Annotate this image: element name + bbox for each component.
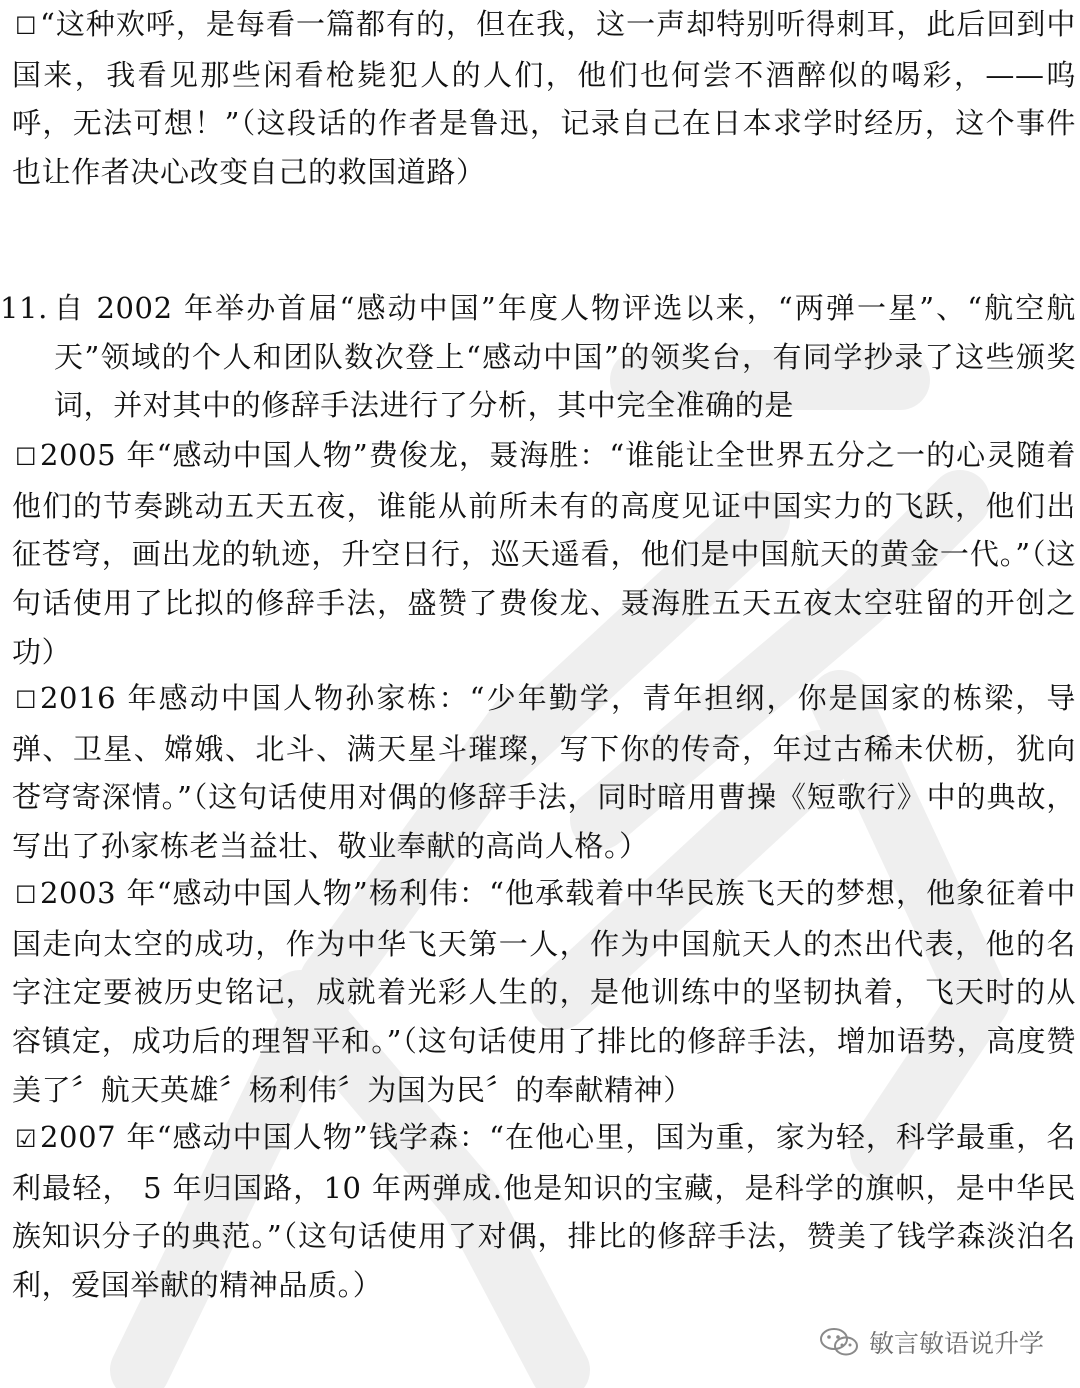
option-text: 2016 年感动中国人物孙家栋：“少年勤学，青年担纲，你是国家的栋梁，导弹、卫星、嫦娥、北斗、满天星斗璀璨，写下你的传奇，年过古稀未伏枥，犹向苍穹寄深情。”（这句话使用对偶的修辞手法，同时暗用曹操《短歌行》中的典故，写出了孙家栋老当益壮、敬业奉献的高尚人格。） (12, 681, 1076, 864)
account-footer (819, 1322, 1044, 1362)
question-number: 11. (0, 291, 48, 325)
option-3 (12, 869, 1076, 1115)
checkbox-unchecked-icon[interactable]: ☐ (14, 881, 38, 909)
question-11 (0, 284, 1076, 430)
option-2 (12, 674, 1076, 871)
option-1 (12, 431, 1076, 677)
checkbox-checked-icon[interactable]: ☑ (14, 1125, 38, 1153)
option-text: 2005 年“感动中国人物”费俊龙，聂海胜：“谁能让全世界五分之一的心灵随着他们的节奏跳动五天五夜，谁能从前所未有的高度见证中国实力的飞跃，他们出征苍穹，画出龙的轨迹，升空日行，巡天遥看，他们是中国航天的黄金一代。”（这句话使用了比拟的修辞手法，盛赞了费俊龙、聂海胜五天五夜太空驻留的开创之功） (12, 438, 1076, 669)
question-stem: 自 2002 年举办首届“感动中国”年度人物评选以来，“两弹一星”、“航空航天”领域的个人和团队数次登上“感动中国”的领奖台，有同学抄录了这些颁奖词，并对其中的修辞手法进行了分析，其中完全准确的是 (54, 291, 1076, 423)
wechat-icon (819, 1326, 859, 1358)
intro-option (12, 0, 1076, 197)
option-text: 2007 年“感动中国人物”钱学森：“在他心里，国为重，家为轻，科学最重，名利最轻， 5 年归国路，10 年两弹成.他是知识的宝藏，是科学的旗帜，是中华民族知识分子的典范。”（这句话使用了对偶，排比的修辞手法，赞美了钱学森淡泊名利，爱国举献的精神品质。） (12, 1120, 1076, 1303)
checkbox-unchecked-icon[interactable]: ☐ (14, 12, 38, 40)
account-name: 敏言敏语说升学 (868, 1329, 1044, 1358)
intro-text: “这种欢呼，是每看一篇都有的，但在我，这一声却特别听得刺耳，此后回到中国来，我看见那些闲看枪毙犯人的人们，他们也何尝不酒醉似的喝彩，——呜呼，无法可想！”（这段话的作者是鲁迅，记录自己在日本求学时经历，这个事件也让作者决心改变自己的救国道路） (12, 7, 1076, 190)
option-text: 2003 年“感动中国人物”杨利伟：“他承载着中华民族飞天的梦想，他象征着中国走向太空的成功，作为中华飞天第一人，作为中国航天人的杰出代表，他的名字注定要被历史铭记，成就着光彩人生的，是他训练中的坚韧执着，飞天时的从容镇定，成功后的理智平和。”（这句话使用了排比的修辞手法，增加语势，高度赞美了〞航天英雄〞杨利伟〞为国为民〞的奉献精神） (12, 876, 1076, 1107)
option-4 (12, 1113, 1076, 1310)
checkbox-unchecked-icon[interactable]: ☐ (14, 443, 38, 471)
checkbox-unchecked-icon[interactable]: ☐ (14, 686, 38, 714)
